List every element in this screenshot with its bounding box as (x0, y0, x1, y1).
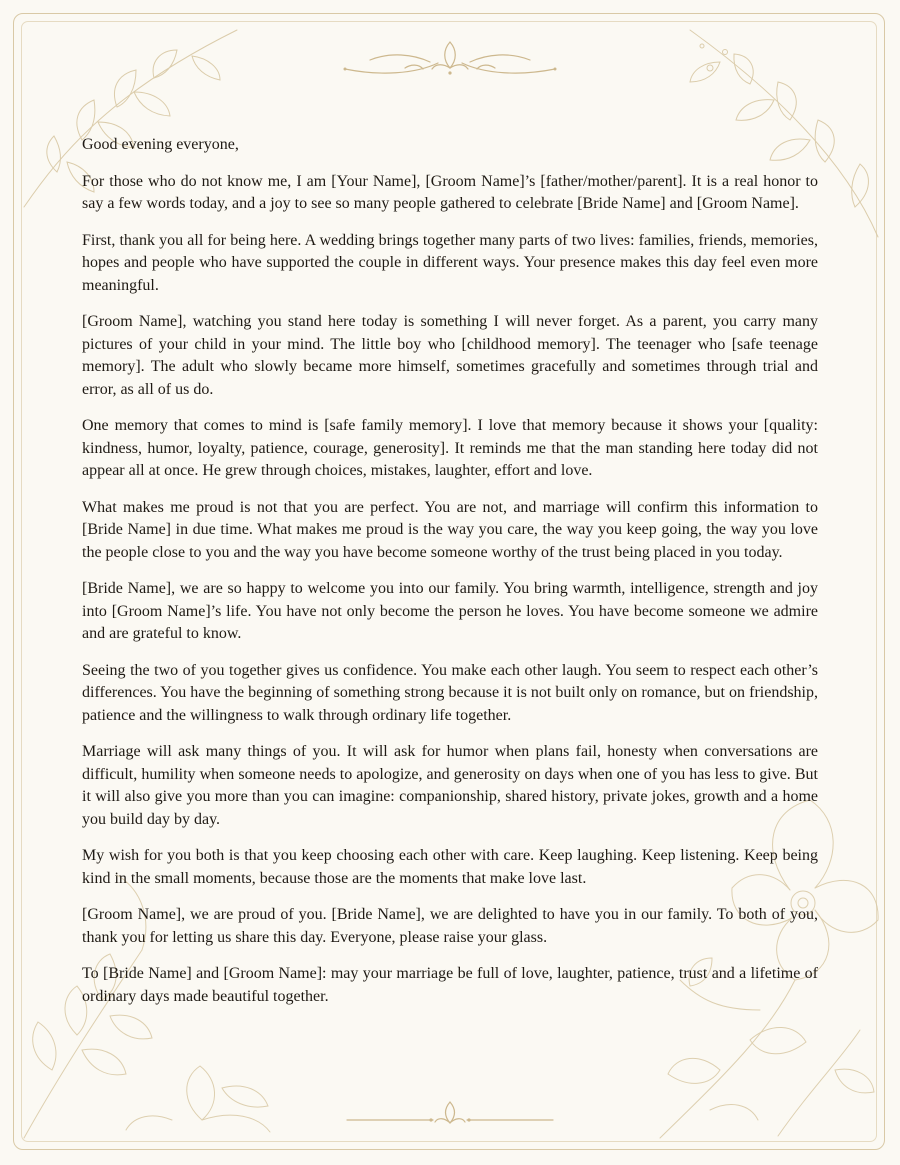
paragraph-family-memory: One memory that comes to mind is [safe family memory]. I love that memory because it shows your [quality: kindness, humor, loyalty, patience, courage, generosity]. It reminds me that the man standing here today did not appear all at once. He grew through choices, mistakes, laughter, effort and love. (82, 417, 818, 479)
paragraph-wish: My wish for you both is that you keep choosing each other with care. Keep laughing. Keep listening. Keep being kind in the small moments, because those are the moments that make love last. (82, 847, 818, 887)
paragraph-introduction: For those who do not know me, I am [Your Name], [Groom Name]’s [father/mother/parent]. It is a real honor to say a few words today, and a joy to see so many people gathered to celebrate [Bride Name] and [Groom Name]. (82, 172, 818, 212)
paragraph-groom-memories: [Groom Name], watching you stand here today is something I will never forget. As a parent, you carry many pictures of your child in your mind. The little boy who [childhood memory]. The teenager who [safe teenage memory]. The adult who slowly became more himself, sometimes gracefully and sometimes through trial and error, as all of us do. (82, 313, 818, 398)
greeting-line: Good evening everyone, (82, 136, 239, 153)
paragraph-raise-glass: [Groom Name], we are proud of you. [Bride Name], we are delighted to have you in our family. To both of you, thank you for letting us share this day. Everyone, please raise your glass. (82, 906, 818, 946)
paragraph-toast: To [Bride Name] and [Groom Name]: may your marriage be full of love, laughter, patience, trust and a lifetime of ordinary days made beautiful together. (82, 965, 818, 1005)
letter-body (82, 134, 818, 1022)
paragraph-thanks: First, thank you all for being here. A wedding brings together many parts of two lives: families, friends, memories, hopes and people who have supported the couple in different ways. Your presence makes this day feel even more meaningful. (82, 231, 818, 294)
paragraph-couple: Seeing the two of you together gives us confidence. You make each other laugh. You seem to respect each other’s differences. You have the beginning of something strong because it is not built only on romance, but on friendship, patience and the willingness to walk through ordinary life together. (82, 661, 818, 724)
paragraph-pride: What makes me proud is not that you are perfect. You are not, and marriage will confirm this information to [Bride Name] in due time. What makes me proud is the way you care, the way you keep going, the way you love the people close to you and the way you have become someone worthy of the trust being placed in you today. (82, 498, 818, 561)
paragraph-marriage: Marriage will ask many things of you. It will ask for humor when plans fail, honesty when conversations are difficult, humility when someone needs to apologize, and generosity on days when one of you has less to give. But it will also give you more than you can imagine: companionship, shared history, private jokes, growth and a home you build day by day. (82, 743, 818, 828)
paragraph-welcome-bride: [Bride Name], we are so happy to welcome you into our family. You bring warmth, intelligence, strength and joy into [Groom Name]’s life. You have not only become the person he loves. You have become someone we admire and are grateful to know. (82, 580, 818, 642)
